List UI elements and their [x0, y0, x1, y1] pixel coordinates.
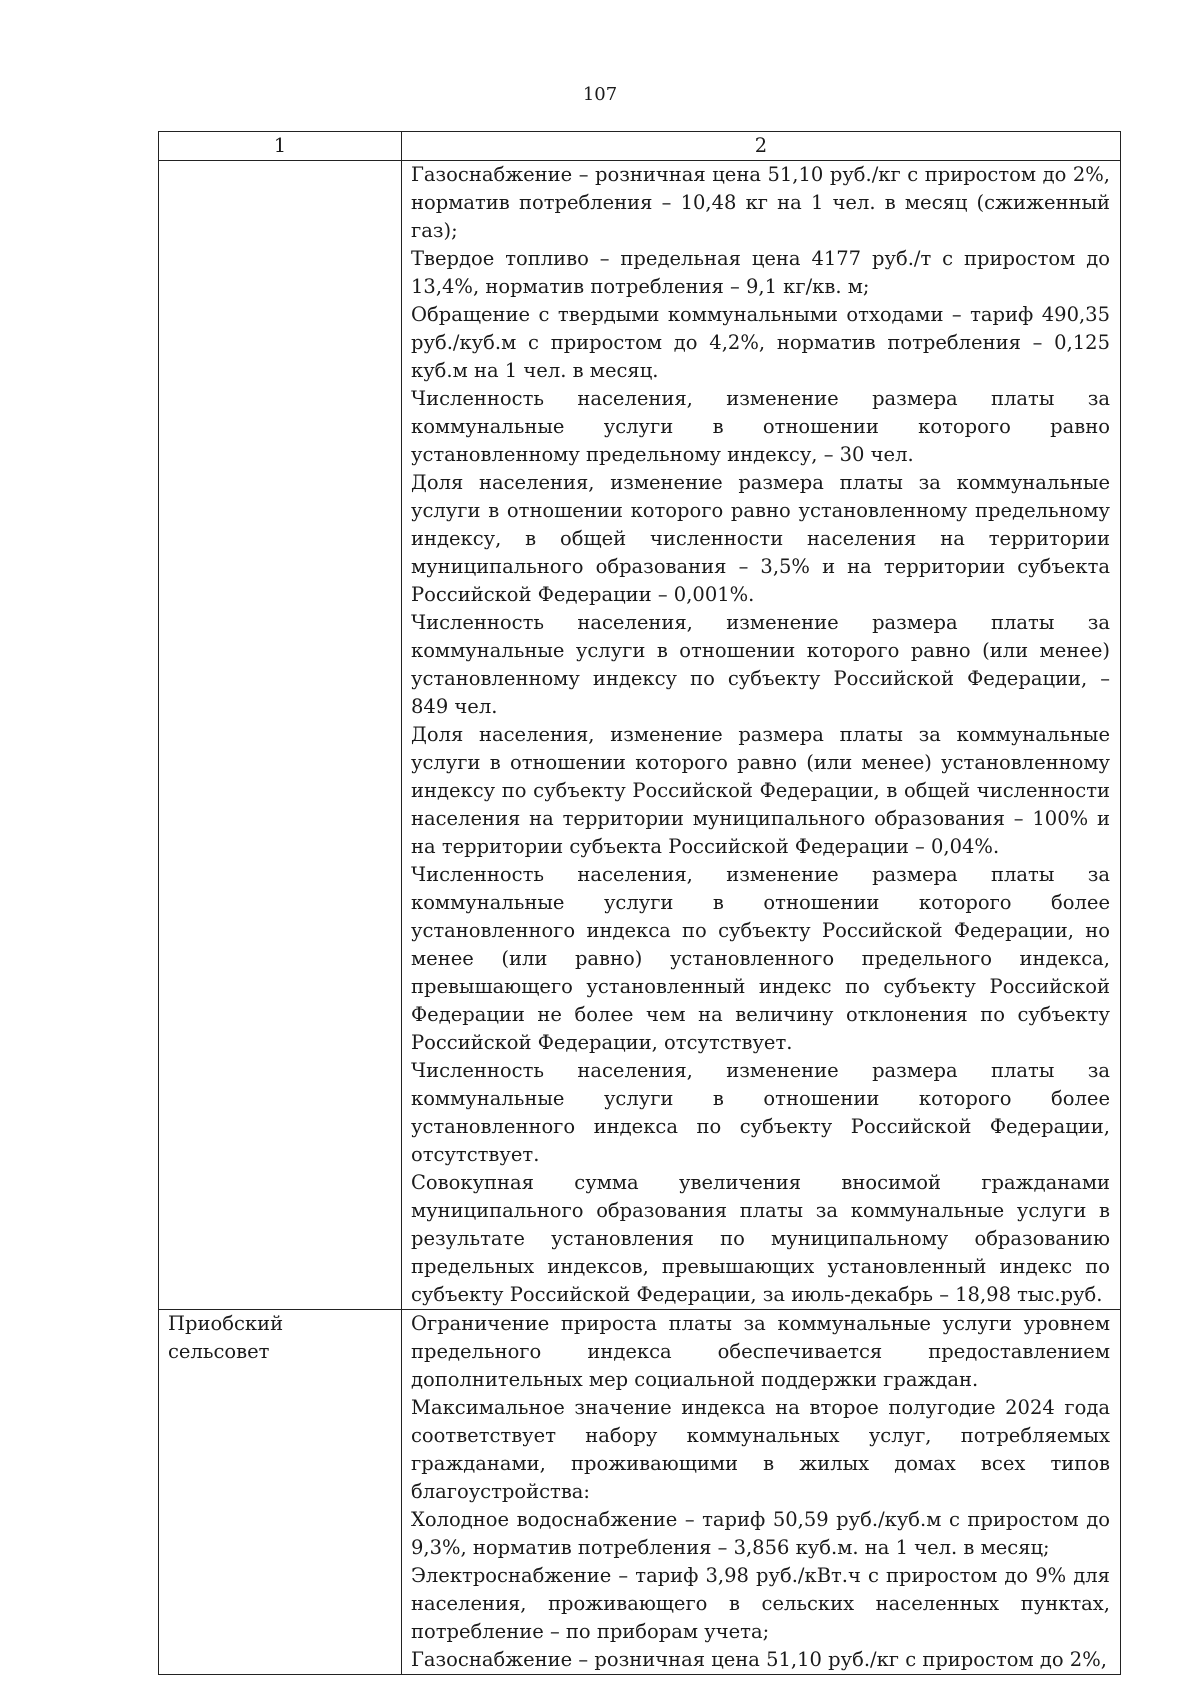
paragraph: Численность населения, изменение размера платы за коммунальные услуги в отношении которого более установленного индекса по субъекту Российской Федерации, отсутствует.	[411, 1059, 1110, 1166]
paragraph: Газоснабжение – розничная цена 51,10 руб./кг с приростом до 2%, норматив потребления – 10,48 кг на 1 чел. в месяц (сжиженный газ);	[411, 163, 1110, 242]
description-cell	[402, 1310, 1121, 1675]
paragraph: Численность населения, изменение размера платы за коммунальные услуги в отношении которого равно (или менее) установленному индексу по субъекту Российской Федерации, – 849 чел.	[411, 611, 1110, 718]
region-cell	[159, 161, 402, 1310]
column-header-1: 1	[159, 132, 402, 161]
paragraph: Численность населения, изменение размера платы за коммунальные услуги в отношении которого равно установленному предельному индексу, – 30 чел.	[411, 387, 1110, 466]
region-cell	[159, 1310, 402, 1675]
paragraph: Численность населения, изменение размера платы за коммунальные услуги в отношении которого более установленного индекса по субъекту Российской Федерации, но менее (или равно) установленного предельного индекса, превышающего установленный индекс по субъекту Российской Федерации не более чем на величину отклонения по субъекту Российской Федерации, отсутствует.	[411, 863, 1110, 1054]
page-number: 107	[582, 84, 618, 105]
paragraph: Совокупная сумма увеличения вносимой гражданами муниципального образования платы за коммунальные услуги в результате установления по муниципальному образованию предельных индексов, превышающих установленный индекс по субъекту Российской Федерации, за июль-декабрь – 18,98 тыс.руб.	[411, 1171, 1110, 1306]
document-table	[158, 131, 1121, 1675]
paragraph: Максимальное значение индекса на второе полугодие 2024 года соответствует набору коммунальных услуг, потребляемых гражданами, проживающими в жилых домах всех типов благоустройства:	[411, 1396, 1110, 1503]
paragraph: Электроснабжение – тариф 3,98 руб./кВт.ч с приростом до 9% для населения, проживающего в сельских населенных пунктах, потребление – по приборам учета;	[411, 1564, 1110, 1643]
paragraph: Ограничение прироста платы за коммунальные услуги уровнем предельного индекса обеспечивается предоставлением дополнительных мер социальной поддержки граждан.	[411, 1312, 1110, 1391]
description-cell	[402, 161, 1121, 1310]
paragraph: Доля населения, изменение размера платы за коммунальные услуги в отношении которого равно установленному предельному индексу, в общей численности населения на территории муниципального образования – 3,5% и на территории субъекта Российской Федерации – 0,001%.	[411, 471, 1110, 606]
table-header-row	[159, 132, 1121, 161]
paragraph: Обращение с твердыми коммунальными отходами – тариф 490,35 руб./куб.м с приростом до 4,2%, норматив потребления – 0,125 куб.м на 1 чел. в месяц.	[411, 303, 1110, 382]
region-name: Приобский сельсовет	[168, 1312, 284, 1363]
table-row	[159, 161, 1121, 1310]
paragraph: Холодное водоснабжение – тариф 50,59 руб./куб.м с приростом до 9,3%, норматив потребления – 3,856 куб.м. на 1 чел. в месяц;	[411, 1508, 1110, 1559]
paragraph: Газоснабжение – розничная цена 51,10 руб./кг с приростом до 2%,	[411, 1648, 1107, 1671]
paragraph: Твердое топливо – предельная цена 4177 руб./т с приростом до 13,4%, норматив потребления – 9,1 кг/кв. м;	[411, 247, 1110, 298]
paragraph: Доля населения, изменение размера платы за коммунальные услуги в отношении которого равно (или менее) установленному индексу по субъекту Российской Федерации, в общей численности населения на территории муниципального образования – 100% и на территории субъекта Российской Федерации – 0,04%.	[411, 723, 1110, 858]
table-row	[159, 1310, 1121, 1675]
column-header-2: 2	[402, 132, 1121, 161]
